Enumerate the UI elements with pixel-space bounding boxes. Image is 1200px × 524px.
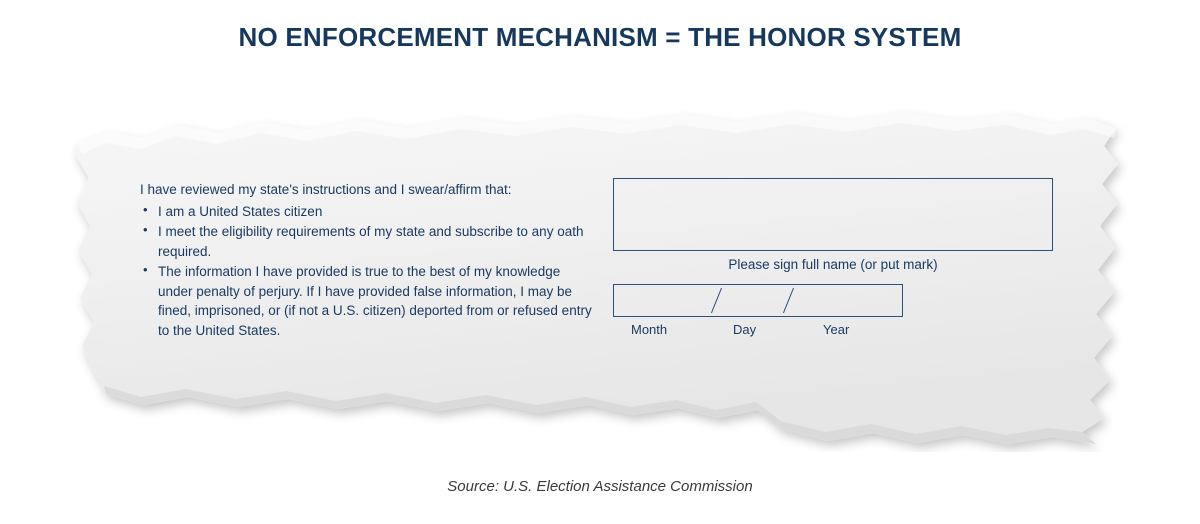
bullet-icon: • [143, 262, 148, 278]
month-label: Month [631, 322, 668, 337]
oath-bullet-item-3 [140, 262, 595, 340]
page-title: NO ENFORCEMENT MECHANISM = THE HONOR SYSTEM [238, 22, 962, 52]
oath-bullet-text: The information I have provided is true to the best of my knowledge under penalty of perjury. If I have provided false information, I may be fined, imprisoned, or (if not a U.S. citizen) deported from or refused entry to the United States. [158, 264, 592, 338]
signature-form-block [613, 178, 1063, 340]
source-caption: Source: U.S. Election Assistance Commission [447, 478, 753, 495]
oath-bullet-item-2 [140, 222, 595, 261]
signature-caption: Please sign full name (or put mark) [728, 257, 938, 272]
oath-bullet-text: I meet the eligibility requirements of my state and subscribe to any oath required. [158, 224, 584, 259]
year-label: Year [823, 322, 850, 337]
oath-bullet-item-1 [140, 202, 595, 222]
date-field-group[interactable] [613, 284, 903, 317]
day-label: Day [733, 322, 757, 337]
signature-input[interactable] [613, 178, 1053, 251]
oath-bullet-text: I am a United States citizen [158, 203, 323, 219]
date-input-box[interactable] [613, 284, 903, 317]
scrap-inner-content [68, 92, 1128, 452]
bullet-icon: • [143, 201, 148, 217]
torn-paper-scrap [68, 92, 1128, 452]
oath-text-block [140, 180, 595, 342]
date-labels-row [613, 322, 913, 340]
oath-bullet-list [140, 202, 595, 341]
bullet-icon: • [143, 222, 148, 238]
oath-intro-text: I have reviewed my state's instructions and I swear/affirm that: [140, 182, 512, 197]
